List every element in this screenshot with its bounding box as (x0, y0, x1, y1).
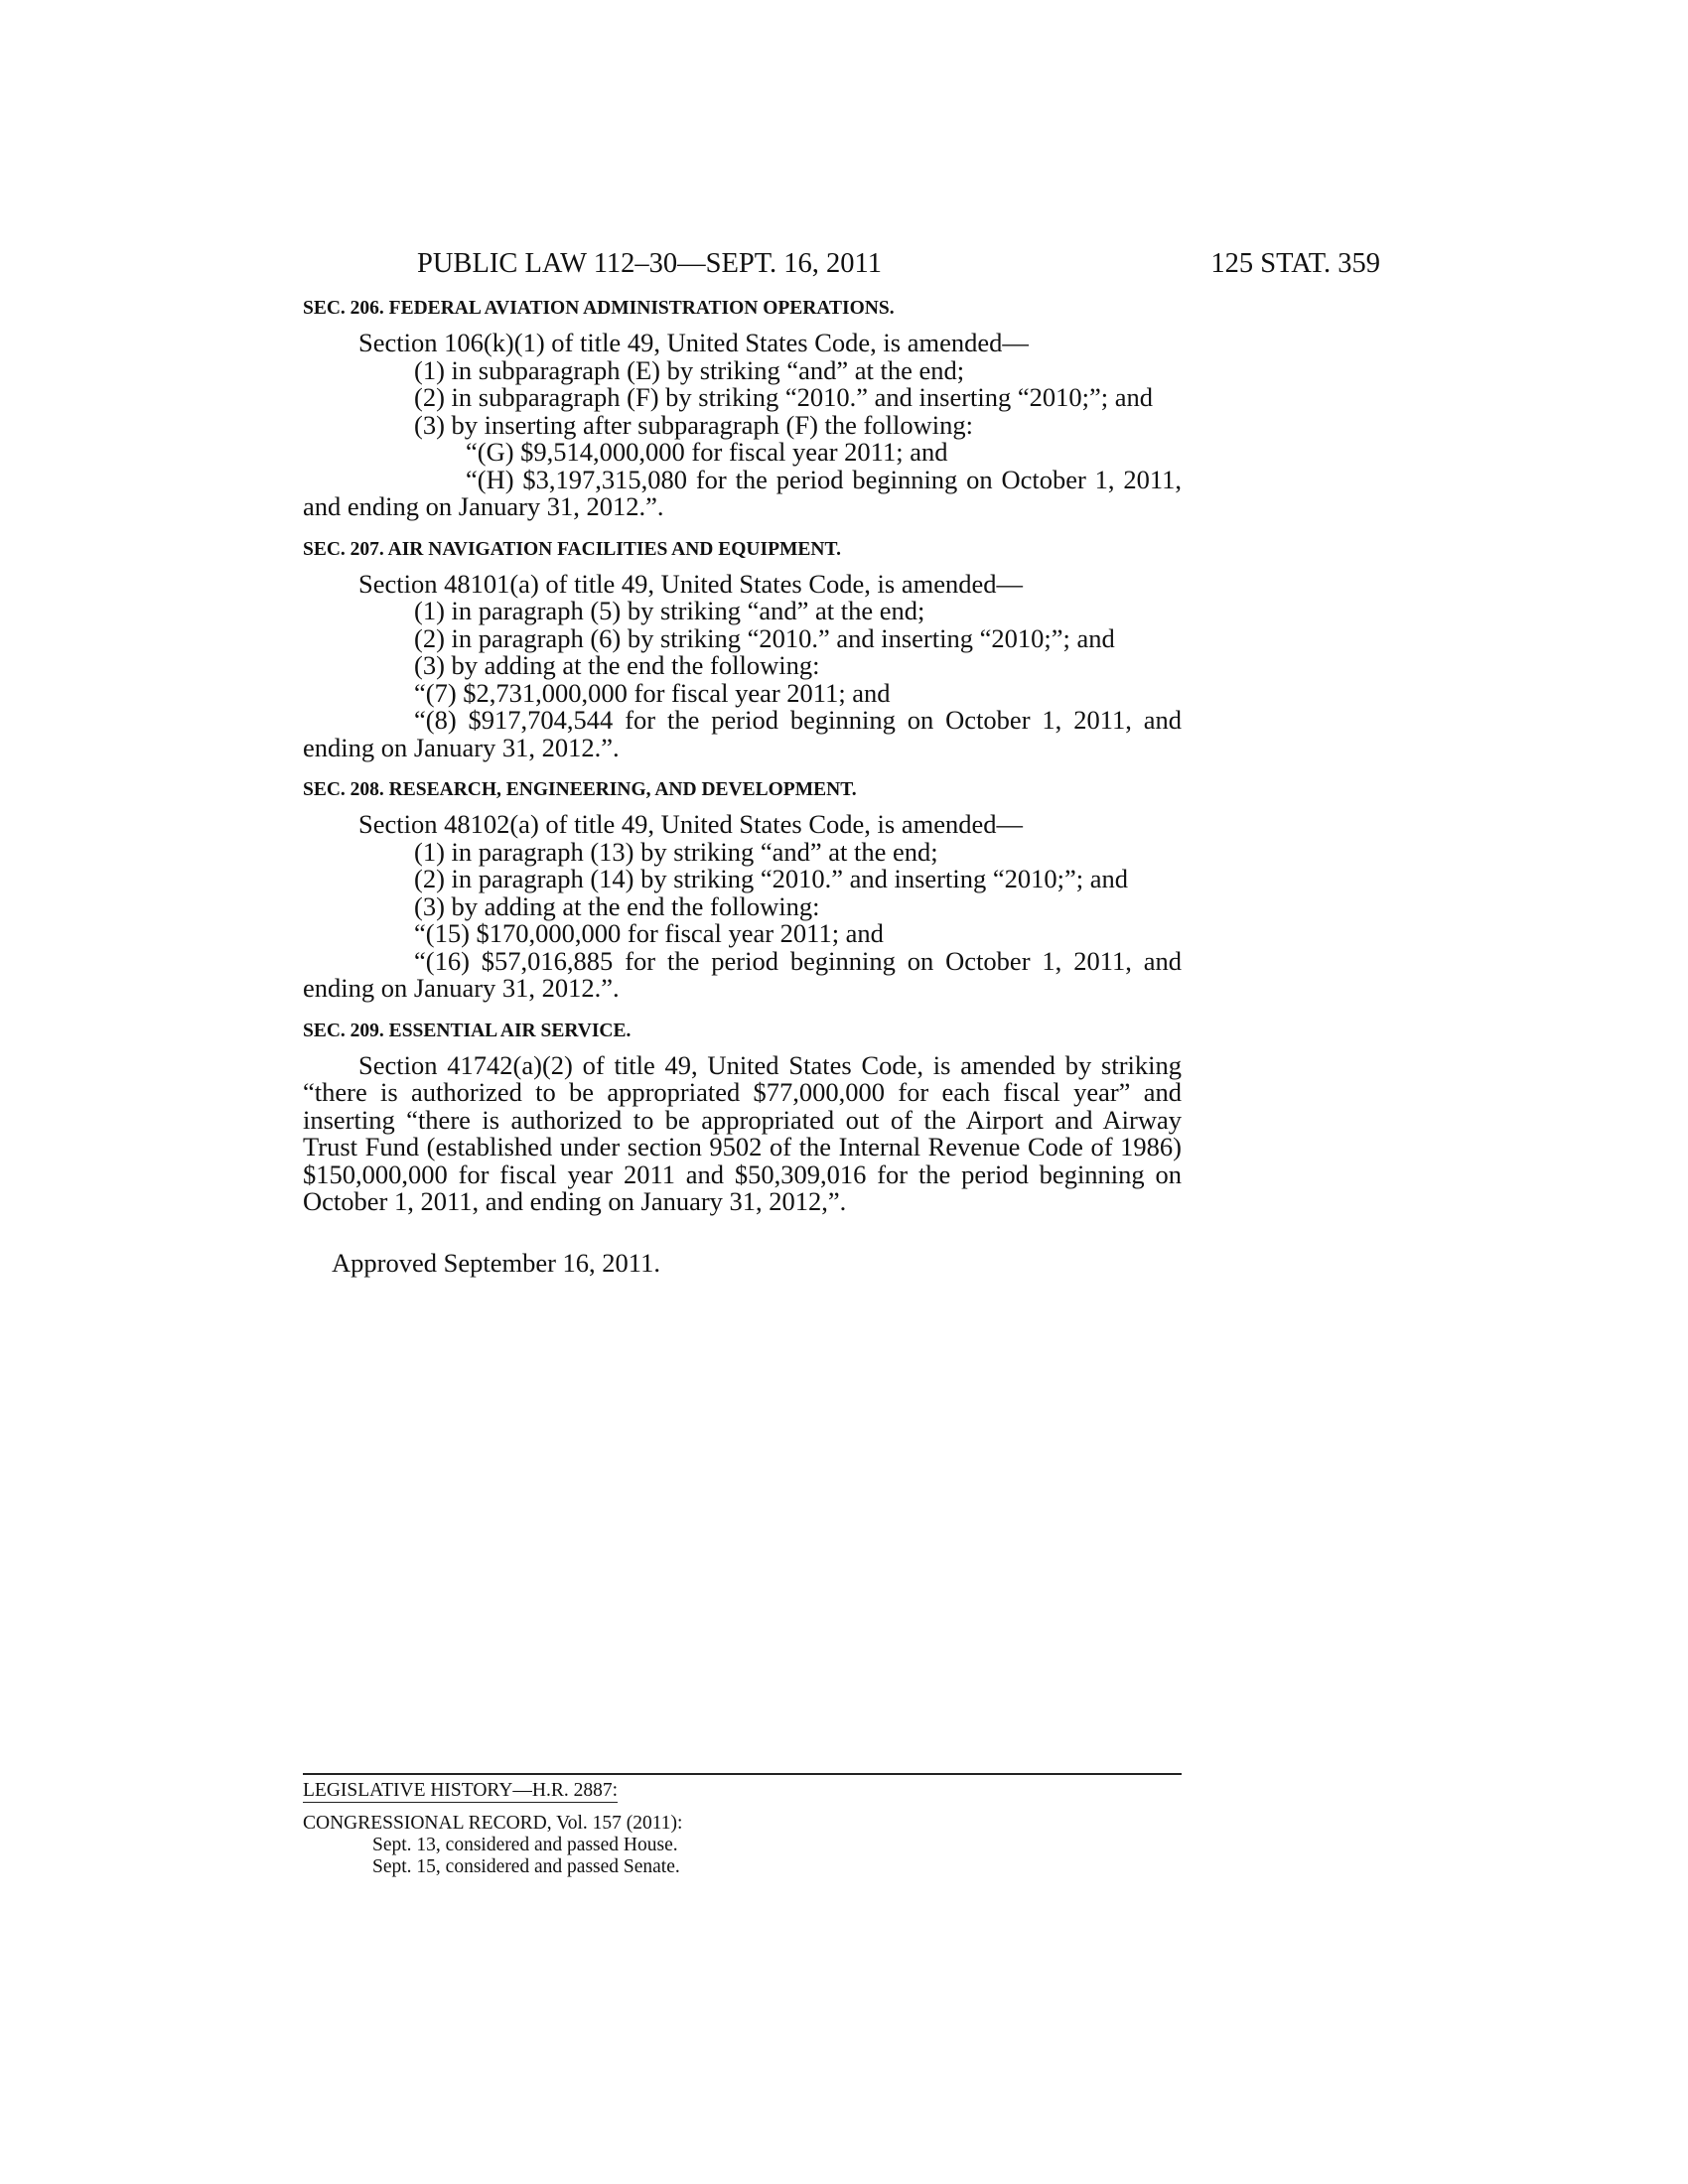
amendment-item: (3) by inserting after subparagraph (F) the following: (414, 409, 973, 440)
record-entry: Sept. 13, considered and passed House. (372, 1835, 678, 1855)
inserted-text: “(15) $170,000,000 for fiscal year 2011; and (414, 918, 884, 948)
inserted-text: “(7) $2,731,000,000 for fiscal year 2011; and (414, 677, 891, 708)
amendment-item: (1) in paragraph (13) by striking “and” at the end; (414, 836, 938, 867)
inserted-text: “(8) $917,704,544 for the period beginning on October 1, 2011, and ending on January 31, 2012.”. (303, 705, 1182, 762)
section-intro: Section 48102(a) of title 49, United States Code, is amended— (358, 809, 1023, 839)
section-intro: Section 48101(a) of title 49, United States Code, is amended— (358, 568, 1023, 599)
running-head (303, 248, 1380, 292)
public-law-title: PUBLIC LAW 112–30—SEPT. 16, 2011 (417, 248, 882, 279)
approval-date: Approved September 16, 2011. (332, 1247, 660, 1278)
congressional-record: CONGRESSIONAL RECORD, Vol. 157 (2011): (303, 1813, 683, 1834)
section-heading: SEC. 209. ESSENTIAL AIR SERVICE. (303, 1020, 632, 1041)
legislative-history-title: LEGISLATIVE HISTORY—H.R. 2887: (303, 1780, 619, 1801)
amendment-item: (1) in subparagraph (E) by striking “and” at the end; (414, 354, 965, 385)
legislative-history (303, 1773, 1182, 1878)
section-text: Section 41742(a)(2) of title 49, United States Code, is amended by striking “there is authorized to be appropriated $77,000,000 for each fiscal year” and inserting “there is authorized to be appropriated out of the Airport and Airway Trust Fund (established under section 9502 of the Internal Revenue Code of 1986) $150,000,000 for fiscal year 2011 and $50,309,016 for the period beginning on October 1, 2011, and ending on January 31, 2012,”. (303, 1049, 1182, 1216)
section-heading: SEC. 206. FEDERAL AVIATION ADMINISTRATION OPERATIONS. (303, 298, 895, 319)
inserted-text: “(H) $3,197,315,080 for the period beginning on October 1, 2011, and ending on January 31, 2012.”. (303, 464, 1182, 521)
record-entry: Sept. 15, considered and passed Senate. (372, 1856, 680, 1877)
amendment-item: (2) in paragraph (6) by striking “2010.” and inserting “2010;”; and (414, 622, 1115, 653)
amendment-item: (3) by adding at the end the following: (414, 650, 820, 680)
section-heading: SEC. 208. RESEARCH, ENGINEERING, AND DEVELOPMENT. (303, 779, 857, 800)
amendment-item: (1) in paragraph (5) by striking “and” at the end; (414, 596, 925, 625)
inserted-text: “(G) $9,514,000,000 for fiscal year 2011; and (466, 437, 948, 467)
section-heading: SEC. 207. AIR NAVIGATION FACILITIES AND EQUIPMENT. (303, 538, 841, 560)
page-content (303, 248, 1380, 1277)
inserted-text: “(16) $57,016,885 for the period beginning on October 1, 2011, and ending on January 31, 2012.”. (303, 945, 1182, 1003)
amendment-item: (2) in subparagraph (F) by striking “2010.” and inserting “2010;”; and (414, 382, 1154, 412)
legislative-history-heading (303, 1775, 1182, 1803)
statute-page-number: 125 STAT. 359 (1210, 248, 1380, 279)
section-intro: Section 106(k)(1) of title 49, United States Code, is amended— (358, 328, 1029, 357)
amendment-item: (3) by adding at the end the following: (414, 890, 820, 921)
amendment-item: (2) in paragraph (14) by striking “2010.” and inserting “2010;”; and (414, 864, 1128, 893)
document-body (303, 298, 1182, 1277)
